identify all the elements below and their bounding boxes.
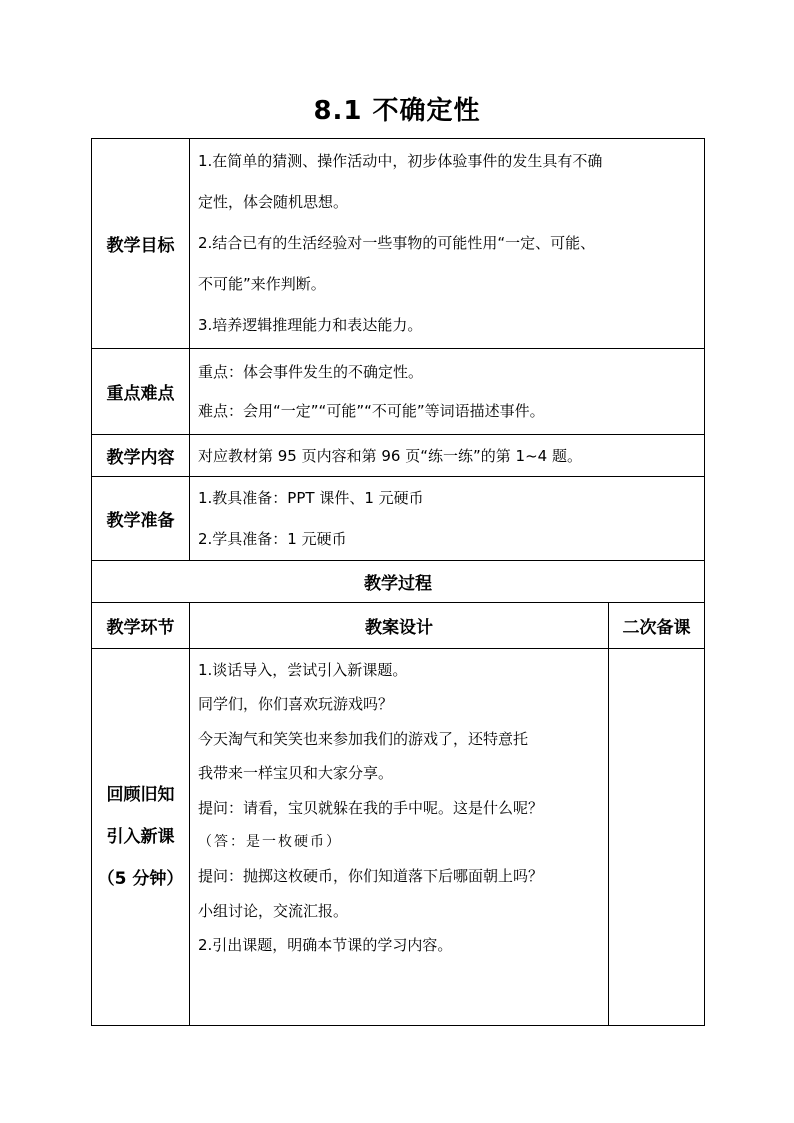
process-title-row [92, 561, 705, 603]
stage-row [92, 649, 705, 1026]
preparation-row [92, 477, 705, 561]
preparation-line: 2.学具准备：1 元硬币 [198, 529, 347, 548]
key-points-row [92, 349, 705, 435]
design-line: 同学们，你们喜欢玩游戏吗？ [198, 695, 394, 714]
preparation-line: 1.教具准备：PPT 课件、1 元硬币 [198, 488, 424, 507]
design-line: （答：是一枚硬币） [198, 833, 342, 850]
goals-label: 教学目标 [92, 139, 190, 349]
preparation-label: 教学准备 [92, 477, 190, 561]
column-header-stage: 教学环节 [92, 603, 190, 649]
preparation-content [190, 477, 705, 561]
content-row [92, 435, 705, 477]
key-points-content [190, 349, 705, 435]
column-header-design: 教案设计 [190, 603, 609, 649]
design-line: 2.引出课题，明确本节课的学习内容。 [198, 936, 453, 955]
key-point-line: 重点：体会事件发生的不确定性。 [198, 362, 424, 381]
design-content [190, 649, 609, 1026]
column-header-notes: 二次备课 [609, 603, 705, 649]
key-points-label: 重点难点 [92, 349, 190, 435]
goal-line: 3.培养逻辑推理能力和表达能力。 [198, 316, 423, 334]
stage-label-line: （5 分钟） [97, 869, 184, 889]
page-title: 8.1 不确定性 [313, 96, 481, 126]
lesson-plan-table [91, 138, 705, 1026]
stage-label-line: 回顾旧知 [106, 785, 175, 805]
stage-label-line: 引入新课 [106, 827, 175, 847]
content-text: 对应教材第 95 页内容和第 96 页“练一练”的第 1~4 题。 [190, 435, 705, 477]
key-point-line: 难点：会用“一定”“可能”“不可能”等词语描述事件。 [198, 401, 545, 420]
goal-line: 不可能”来作判断。 [198, 275, 326, 293]
design-line: 1.谈话导入，尝试引入新课题。 [198, 661, 408, 679]
goals-content [190, 139, 705, 349]
goal-line: 2.结合已有的生活经验对一些事物的可能性用“一定、可能、 [198, 234, 596, 252]
design-line: 今天淘气和笑笑也来参加我们的游戏了，还特意托 [198, 729, 529, 748]
stage-label [92, 649, 190, 1026]
process-title: 教学过程 [92, 561, 705, 603]
column-header-row [92, 603, 705, 649]
design-line: 我带来一样宝贝和大家分享。 [198, 764, 394, 783]
notes-cell [609, 649, 705, 1026]
design-line: 小组讨论，交流汇报。 [198, 901, 349, 920]
content-label: 教学内容 [92, 435, 190, 477]
goal-line: 1.在简单的猜测、操作活动中，初步体验事件的发生具有不确 [198, 152, 603, 170]
design-line: 提问：请看，宝贝就躲在我的手中呢。这是什么呢？ [198, 798, 544, 817]
goal-line: 定性，体会随机思想。 [198, 193, 349, 211]
design-line: 提问：抛掷这枚硬币，你们知道落下后哪面朝上吗？ [198, 867, 544, 886]
goals-row [92, 139, 705, 349]
